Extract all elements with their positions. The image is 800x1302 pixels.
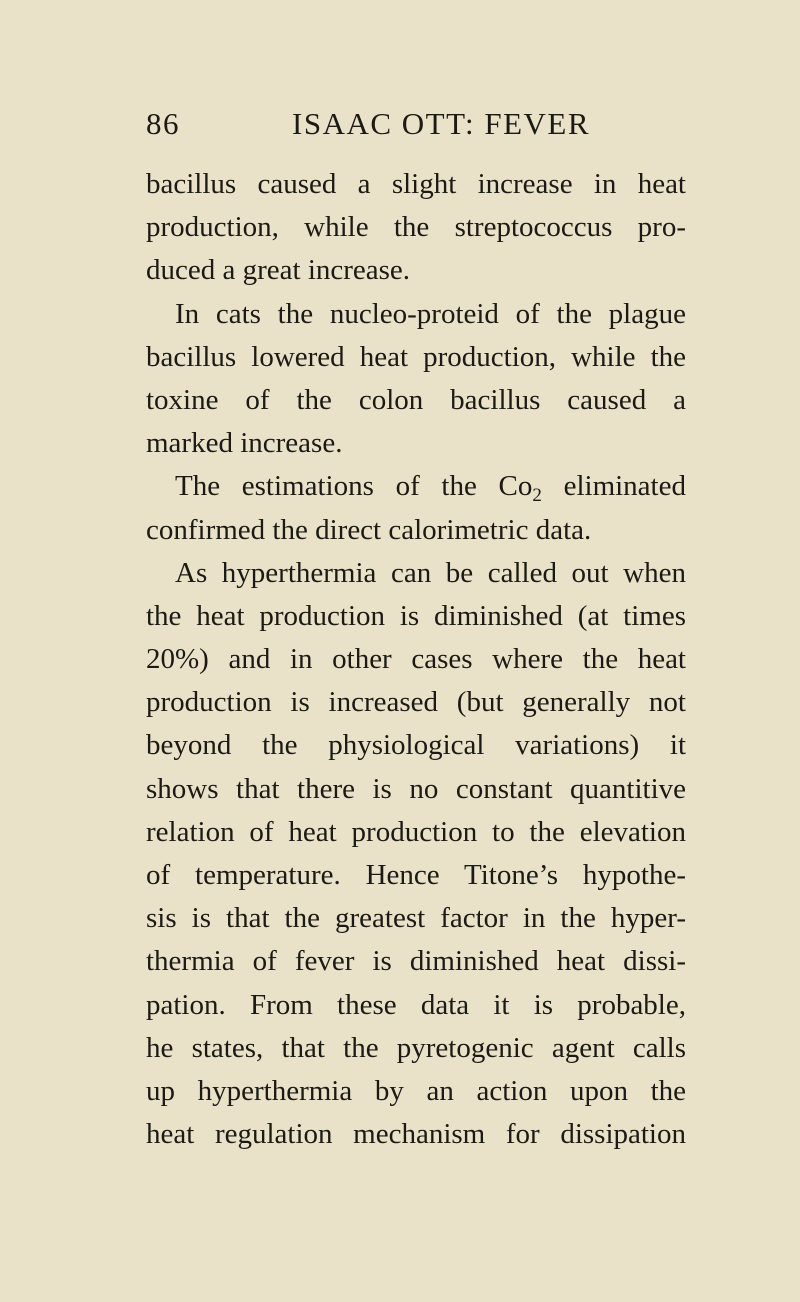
running-head [146,104,686,144]
text-line: of temperature. Hence Titone’s hypothe- [146,859,686,891]
text-line: heat regulation mechanism for dissipation [146,1118,686,1151]
running-title: ISAAC OTT: FEVER [292,106,591,141]
text-line: up hyperthermia by an action upon the [146,1074,686,1107]
text-line: pation. From these data it is probable, [146,988,686,1021]
page-number: 86 [146,106,180,141]
text-segment: The estimations of the Co [175,470,533,503]
text-line: production, while the streptococcus pro- [146,211,686,244]
text-line: the heat production is diminished (at times [146,599,686,632]
text-line: 20%) and in other cases where the heat [146,643,686,676]
text-line: In cats the nucleo-proteid of the plague [175,297,686,330]
text-line: shows that there is no constant quantitive [146,772,686,805]
text-line: bacillus caused a slight increase in heat [146,168,686,200]
subscript: 2 [532,485,542,507]
text-line: confirmed the direct calorimetric data. [146,513,592,546]
text-line: sis is that the greatest factor in the hyper- [146,902,686,935]
text-line: marked increase. [146,427,343,460]
text-line: production is increased (but generally not [146,686,686,719]
text-line: relation of heat production to the elevation [146,815,686,848]
text-line-with-subscript [146,465,686,508]
text-line: As hyperthermia can be called out when [175,556,686,589]
text-segment: eliminated [541,470,686,503]
text-line: bacillus lowered heat production, while the [146,340,686,373]
body-text [146,163,686,1156]
text-line: beyond the physiological variations) it [146,729,686,762]
text-line: thermia of fever is diminished heat dissi- [146,945,686,978]
text-line: he states, that the pyretogenic agent calls [146,1031,686,1064]
text-line: duced a great increase. [146,254,411,287]
text-line: toxine of the colon bacillus caused a [146,383,686,416]
